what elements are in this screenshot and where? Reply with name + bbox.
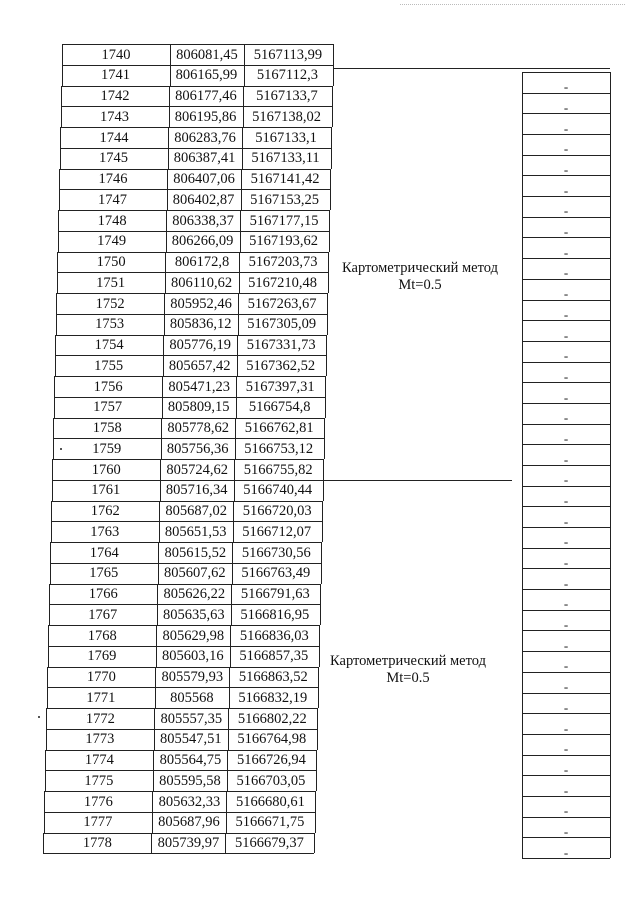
- point-number: 1757: [93, 399, 123, 416]
- method-name: Картометрический метод: [342, 260, 498, 276]
- coordinate-x: 806402,87: [172, 191, 235, 208]
- coordinate-x: 805657,42: [168, 357, 231, 374]
- coordinate-x: 805595,58: [159, 772, 221, 789]
- column-rule: [44, 812, 45, 833]
- column-rule: [54, 376, 55, 397]
- coordinate-y: 5166836,03: [239, 627, 309, 644]
- coordinate-x: 805635,63: [162, 606, 225, 623]
- point-number: 1767: [88, 606, 118, 623]
- status-dash: -: [563, 327, 569, 343]
- point-number: 1762: [90, 503, 120, 519]
- point-number: 1743: [100, 108, 129, 125]
- column-rule: [61, 86, 62, 107]
- point-number: 1770: [86, 669, 116, 685]
- column-rule: [46, 708, 47, 729]
- status-dash: -: [563, 203, 569, 219]
- column-rule: [54, 397, 55, 418]
- point-number: 1749: [97, 233, 127, 250]
- status-dash: -: [563, 162, 569, 178]
- coordinate-x: 805564,75: [159, 752, 222, 768]
- coordinate-x: 805626,22: [163, 586, 226, 602]
- point-number: 1772: [85, 710, 115, 727]
- method-cell-group-1: [328, 260, 512, 294]
- status-dash: -: [563, 844, 569, 860]
- point-number: 1769: [87, 648, 117, 665]
- coordinate-y: 5167138,02: [252, 108, 321, 125]
- point-number: 1756: [93, 378, 123, 395]
- coordinate-y: 5166753,12: [244, 440, 314, 457]
- point-number: 1774: [84, 752, 114, 768]
- coordinate-x: 806110,62: [171, 274, 233, 291]
- status-dash: -: [563, 513, 569, 529]
- column-rule: [48, 625, 49, 646]
- status-dash: -: [563, 389, 569, 405]
- point-number: 1753: [95, 316, 125, 333]
- coordinate-y: 5166740,44: [243, 482, 313, 499]
- status-dash: -: [563, 803, 569, 819]
- status-dash: -: [563, 224, 569, 240]
- point-number: 1751: [96, 274, 126, 291]
- coordinate-x: 805836,12: [169, 316, 232, 333]
- coordinate-y: 5167133,1: [255, 129, 317, 146]
- status-dash: -: [563, 141, 569, 157]
- status-dash: -: [563, 596, 569, 612]
- coordinate-x: 805952,46: [170, 295, 232, 312]
- status-dash: -: [563, 492, 569, 508]
- coordinate-y: 5167305,09: [247, 316, 317, 333]
- coordinate-y: 5166703,05: [236, 772, 306, 789]
- status-row-rule: [522, 72, 610, 73]
- point-number: 1777: [83, 814, 113, 831]
- point-number: 1766: [88, 586, 118, 602]
- point-number: 1775: [84, 772, 114, 789]
- point-number: 1761: [91, 482, 121, 499]
- method-accuracy: Mt=0.5: [398, 277, 442, 293]
- status-dash: -: [563, 658, 569, 674]
- coordinate-x: 805629,98: [162, 627, 225, 644]
- coordinate-y: 5166802,22: [237, 710, 307, 727]
- column-rule: [57, 252, 58, 273]
- column-rule: [57, 272, 58, 293]
- coordinate-y: 5166832,19: [238, 689, 308, 706]
- status-dash: -: [563, 699, 569, 715]
- column-rule: [45, 770, 46, 791]
- column-rule: [43, 833, 44, 854]
- status-dash: -: [563, 720, 569, 736]
- column-rule: [44, 791, 45, 812]
- column-rule: [48, 646, 49, 667]
- coordinate-y: 5166763,49: [241, 565, 311, 582]
- coordinate-x: 805651,53: [164, 523, 227, 540]
- coordinate-y: 5167203,73: [248, 254, 318, 270]
- point-number: 1752: [95, 295, 125, 312]
- group-rule: [323, 480, 512, 481]
- column-rule: [56, 314, 57, 335]
- status-dash: -: [563, 679, 569, 695]
- coordinate-y: 5166762,81: [244, 420, 314, 436]
- column-rule: [45, 750, 46, 771]
- coordinate-x: 806195,86: [174, 108, 237, 125]
- coordinate-y: 5167133,11: [251, 150, 320, 167]
- coordinate-y: 5166863,52: [238, 669, 308, 685]
- coordinate-x: 805756,36: [166, 440, 229, 457]
- coordinate-x: 805739,97: [157, 835, 220, 851]
- status-dash: -: [563, 534, 569, 550]
- column-rule: [50, 542, 51, 563]
- coordinate-y: 5166816,95: [240, 606, 310, 623]
- status-dash: -: [563, 79, 569, 95]
- coordinate-x: 805547,51: [160, 731, 222, 748]
- coordinate-x: 806338,37: [172, 212, 234, 229]
- status-dash: -: [563, 741, 569, 757]
- coordinate-x: 806387,41: [173, 150, 236, 167]
- status-dash: -: [563, 761, 569, 777]
- status-dash: -: [563, 306, 569, 322]
- coordinate-x: 805615,52: [164, 544, 227, 561]
- status-dash: -: [563, 555, 569, 571]
- point-number: 1754: [94, 337, 124, 353]
- coordinate-x: 805778,62: [167, 420, 229, 436]
- coordinate-x: 805557,35: [160, 710, 223, 727]
- method-accuracy: Mt=0.5: [386, 670, 430, 686]
- column-rule: [55, 355, 56, 376]
- status-dash: -: [563, 472, 569, 488]
- coordinate-y: 5167112,3: [256, 67, 319, 84]
- status-dash: -: [563, 286, 569, 302]
- coordinate-y: 5166857,35: [239, 648, 309, 665]
- coordinate-x: 805568: [170, 689, 214, 706]
- point-number: 1742: [100, 88, 130, 104]
- status-dash: -: [563, 368, 569, 384]
- column-rule: [62, 44, 63, 65]
- status-dash: -: [563, 575, 569, 591]
- column-rule: [59, 189, 60, 210]
- scan-speck: [38, 716, 40, 718]
- coordinate-x: 806407,06: [173, 171, 235, 187]
- column-rule: [53, 438, 54, 459]
- coordinate-x: 806283,76: [174, 129, 236, 146]
- coordinate-x: 806266,09: [171, 233, 234, 250]
- coordinate-y: 5167263,67: [247, 295, 317, 312]
- method-cell-group-2: [316, 653, 500, 687]
- point-number: 1741: [100, 67, 130, 84]
- coordinate-x: 805724,62: [166, 461, 229, 478]
- point-number: 1768: [87, 627, 117, 644]
- point-number: 1778: [82, 835, 112, 851]
- point-number: 1759: [92, 440, 122, 457]
- column-rule: [49, 604, 50, 625]
- status-dash: -: [563, 782, 569, 798]
- status-dash: -: [563, 244, 569, 260]
- coordinate-x: 805579,93: [161, 669, 224, 685]
- point-number: 1764: [89, 544, 119, 561]
- coordinate-y: 5167177,15: [249, 212, 319, 229]
- scan-edge-mark: [400, 4, 625, 5]
- column-rule: [50, 563, 51, 584]
- status-dash: -: [563, 823, 569, 839]
- coordinate-y: 5167113,99: [253, 46, 323, 63]
- coordinate-y: 5167397,31: [245, 378, 315, 395]
- coordinate-y: 5166730,56: [241, 544, 311, 561]
- column-rule: [47, 687, 48, 708]
- coordinate-x: 806177,46: [175, 88, 237, 104]
- row-rule: [43, 853, 314, 854]
- status-dash: -: [563, 410, 569, 426]
- column-rule: [62, 65, 63, 86]
- status-dash: -: [563, 451, 569, 467]
- point-number: 1746: [98, 171, 128, 187]
- point-number: 1763: [90, 523, 120, 540]
- point-number: 1758: [92, 420, 122, 436]
- column-rule: [47, 667, 48, 688]
- column-rule: [49, 584, 50, 605]
- coordinate-x: 805607,62: [163, 565, 226, 582]
- column-rule: [55, 335, 56, 356]
- coordinate-x: 805716,34: [165, 482, 228, 499]
- point-number: 1755: [94, 357, 124, 374]
- coordinate-y: 5166791,63: [240, 586, 310, 602]
- status-dash: -: [563, 120, 569, 136]
- column-rule: [52, 480, 53, 501]
- coordinate-x: 805632,33: [158, 793, 221, 810]
- column-rule: [51, 521, 52, 542]
- column-rule: [56, 293, 57, 314]
- status-dash: -: [563, 348, 569, 364]
- coordinate-x: 805471,23: [168, 378, 230, 395]
- status-dash: -: [563, 182, 569, 198]
- status-dash: -: [563, 265, 569, 281]
- point-number: 1771: [86, 689, 116, 706]
- column-rule: [58, 210, 59, 231]
- coordinate-x: 805603,16: [162, 648, 224, 665]
- column-rule: [58, 231, 59, 252]
- coordinate-y: 5166764,98: [237, 731, 307, 748]
- column-rule: [46, 729, 47, 750]
- coordinate-y: 5166755,82: [243, 461, 313, 478]
- point-number: 1765: [89, 565, 119, 582]
- coordinate-x: 805809,15: [167, 399, 230, 416]
- coordinate-y: 5166754,8: [248, 399, 311, 416]
- point-number: 1750: [96, 254, 126, 270]
- coordinate-x: 805776,19: [169, 337, 231, 353]
- column-rule: [60, 148, 61, 169]
- coordinate-x: 806081,45: [176, 46, 238, 63]
- point-number: 1760: [91, 461, 121, 478]
- coordinate-y: 5167193,62: [249, 233, 318, 250]
- point-number: 1747: [98, 191, 128, 208]
- coordinate-y: 5166712,07: [242, 523, 312, 540]
- status-dash: -: [563, 430, 569, 446]
- coordinate-x: 806165,99: [175, 67, 238, 84]
- status-dash: -: [563, 99, 569, 115]
- coordinate-y: 5167141,42: [250, 171, 320, 187]
- status-dash: -: [563, 617, 569, 633]
- column-rule: [53, 418, 54, 439]
- coordinate-x: 805687,96: [158, 814, 220, 831]
- coordinate-y: 5166679,37: [234, 835, 304, 851]
- column-rule: [52, 459, 53, 480]
- group-rule: [333, 68, 610, 69]
- point-number: 1748: [97, 212, 127, 229]
- coordinate-y: 5166726,94: [236, 752, 306, 768]
- status-dash: -: [563, 637, 569, 653]
- coordinate-x: 805687,02: [165, 503, 228, 519]
- coordinate-x: 806172,8: [174, 254, 230, 270]
- column-rule: [61, 106, 62, 127]
- point-number: 1744: [99, 129, 129, 146]
- column-rule: [60, 127, 61, 148]
- column-rule: [59, 169, 60, 190]
- column-rule: [51, 501, 52, 522]
- point-number: 1740: [101, 46, 131, 63]
- coordinate-y: 5167133,7: [256, 88, 318, 104]
- scan-speck: [60, 448, 62, 450]
- coordinate-y: 5167331,73: [246, 337, 316, 353]
- point-number: 1776: [83, 793, 113, 810]
- point-number: 1773: [85, 731, 115, 748]
- method-name: Картометрический метод: [330, 653, 486, 669]
- coordinate-y: 5167210,48: [248, 274, 318, 291]
- coordinate-y: 5166720,03: [242, 503, 312, 519]
- point-number: 1745: [99, 150, 129, 167]
- coordinate-y: 5166680,61: [235, 793, 305, 810]
- coordinate-y: 5167362,52: [246, 357, 316, 374]
- coordinate-y: 5166671,75: [235, 814, 305, 831]
- coordinate-y: 5167153,25: [250, 191, 319, 208]
